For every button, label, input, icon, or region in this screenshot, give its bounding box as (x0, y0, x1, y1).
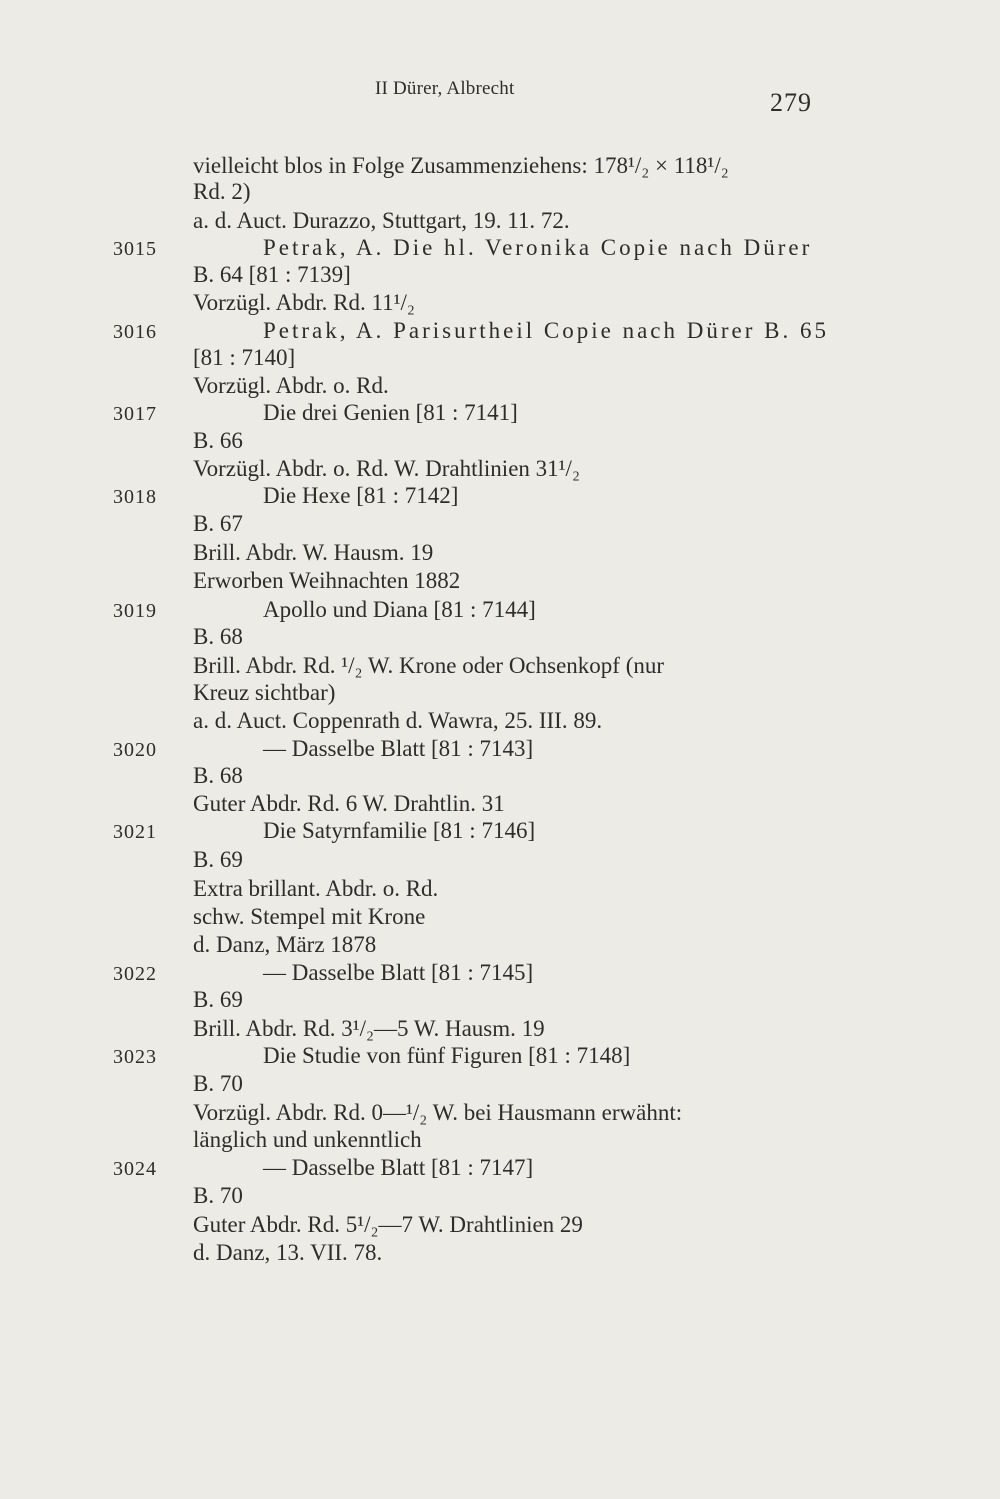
entry-number-3019: 3019 (113, 600, 157, 622)
text-line: schw. Stempel mit Krone (193, 904, 426, 929)
text-line: B. 64 [81 : 7139] (193, 262, 351, 287)
entry-number-3021: 3021 (113, 821, 157, 843)
text-line: B. 68 (193, 763, 243, 788)
text-line: a. d. Auct. Durazzo, Stuttgart, 19. 11. 72. (193, 208, 570, 233)
entry-title: Die Hexe [81 : 7142] (263, 483, 459, 508)
text-line: Rd. 2) (193, 179, 251, 204)
entry-title: Die Studie von fünf Figuren [81 : 7148] (263, 1043, 631, 1068)
entry-title: Apollo und Diana [81 : 7144] (263, 597, 536, 622)
entry-number-3022: 3022 (113, 963, 157, 985)
text-line: Guter Abdr. Rd. 6 W. Drahtlin. 31 (193, 791, 505, 816)
text-line: B. 69 (193, 987, 243, 1012)
text-line: Vorzügl. Abdr. o. Rd. (193, 373, 389, 398)
text-line: Vorzügl. Abdr. Rd. 11¹/₂ (193, 290, 415, 315)
text-line: Extra brillant. Abdr. o. Rd. (193, 876, 439, 901)
entry-number-3015: 3015 (113, 238, 157, 260)
text-line: Brill. Abdr. Rd. ¹/₂ W. Krone oder Ochsenkopf (nur (193, 653, 665, 678)
text-line: [81 : 7140] (193, 345, 296, 370)
entry-number-3018: 3018 (113, 486, 157, 508)
text-line: Guter Abdr. Rd. 5¹/₂—7 W. Drahtlinien 29 (193, 1212, 583, 1237)
entry-title: Petrak, A. Die hl. Veronika Copie nach Dürer (263, 235, 813, 260)
entry-title: Die drei Genien [81 : 7141] (263, 400, 518, 425)
entry-title: — Dasselbe Blatt [81 : 7143] (263, 736, 534, 761)
text-line: B. 69 (193, 847, 243, 872)
entry-number-3024: 3024 (113, 1158, 157, 1180)
text-line: Brill. Abdr. Rd. 3¹/₂—5 W. Hausm. 19 (193, 1016, 545, 1041)
entry-number-3017: 3017 (113, 403, 157, 425)
entry-number-3020: 3020 (113, 739, 157, 761)
text-line: B. 67 (193, 511, 243, 536)
text-line: a. d. Auct. Coppenrath d. Wawra, 25. III. 89. (193, 708, 603, 733)
text-line: Vorzügl. Abdr. o. Rd. W. Drahtlinien 31¹/₂ (193, 456, 580, 481)
text-line: Kreuz sichtbar) (193, 680, 336, 705)
running-header: II Dürer, Albrecht (375, 78, 515, 99)
entry-number-3023: 3023 (113, 1046, 157, 1068)
text-line: Brill. Abdr. W. Hausm. 19 (193, 540, 434, 565)
entry-title: — Dasselbe Blatt [81 : 7147] (263, 1155, 534, 1180)
entry-title: Die Satyrnfamilie [81 : 7146] (263, 818, 536, 843)
text-line: länglich und unkenntlich (193, 1127, 422, 1152)
text-line: vielleicht blos in Folge Zusammenziehens: 178¹/₂ × 118¹/₂ (193, 153, 729, 178)
page-number: 279 (770, 88, 812, 117)
text-line: Vorzügl. Abdr. Rd. 0—¹/₂ W. bei Hausmann erwähnt: (193, 1100, 683, 1125)
entry-title: Petrak, A. Parisurtheil Copie nach Dürer B. 65 (263, 318, 829, 343)
text-line: d. Danz, 13. VII. 78. (193, 1240, 383, 1265)
text-line: B. 66 (193, 428, 243, 453)
entry-number-3016: 3016 (113, 321, 157, 343)
entry-title: — Dasselbe Blatt [81 : 7145] (263, 960, 534, 985)
text-line: Erworben Weihnachten 1882 (193, 568, 461, 593)
text-line: B. 70 (193, 1183, 243, 1208)
text-line: B. 70 (193, 1071, 243, 1096)
text-line: d. Danz, März 1878 (193, 932, 377, 957)
text-line: B. 68 (193, 624, 243, 649)
